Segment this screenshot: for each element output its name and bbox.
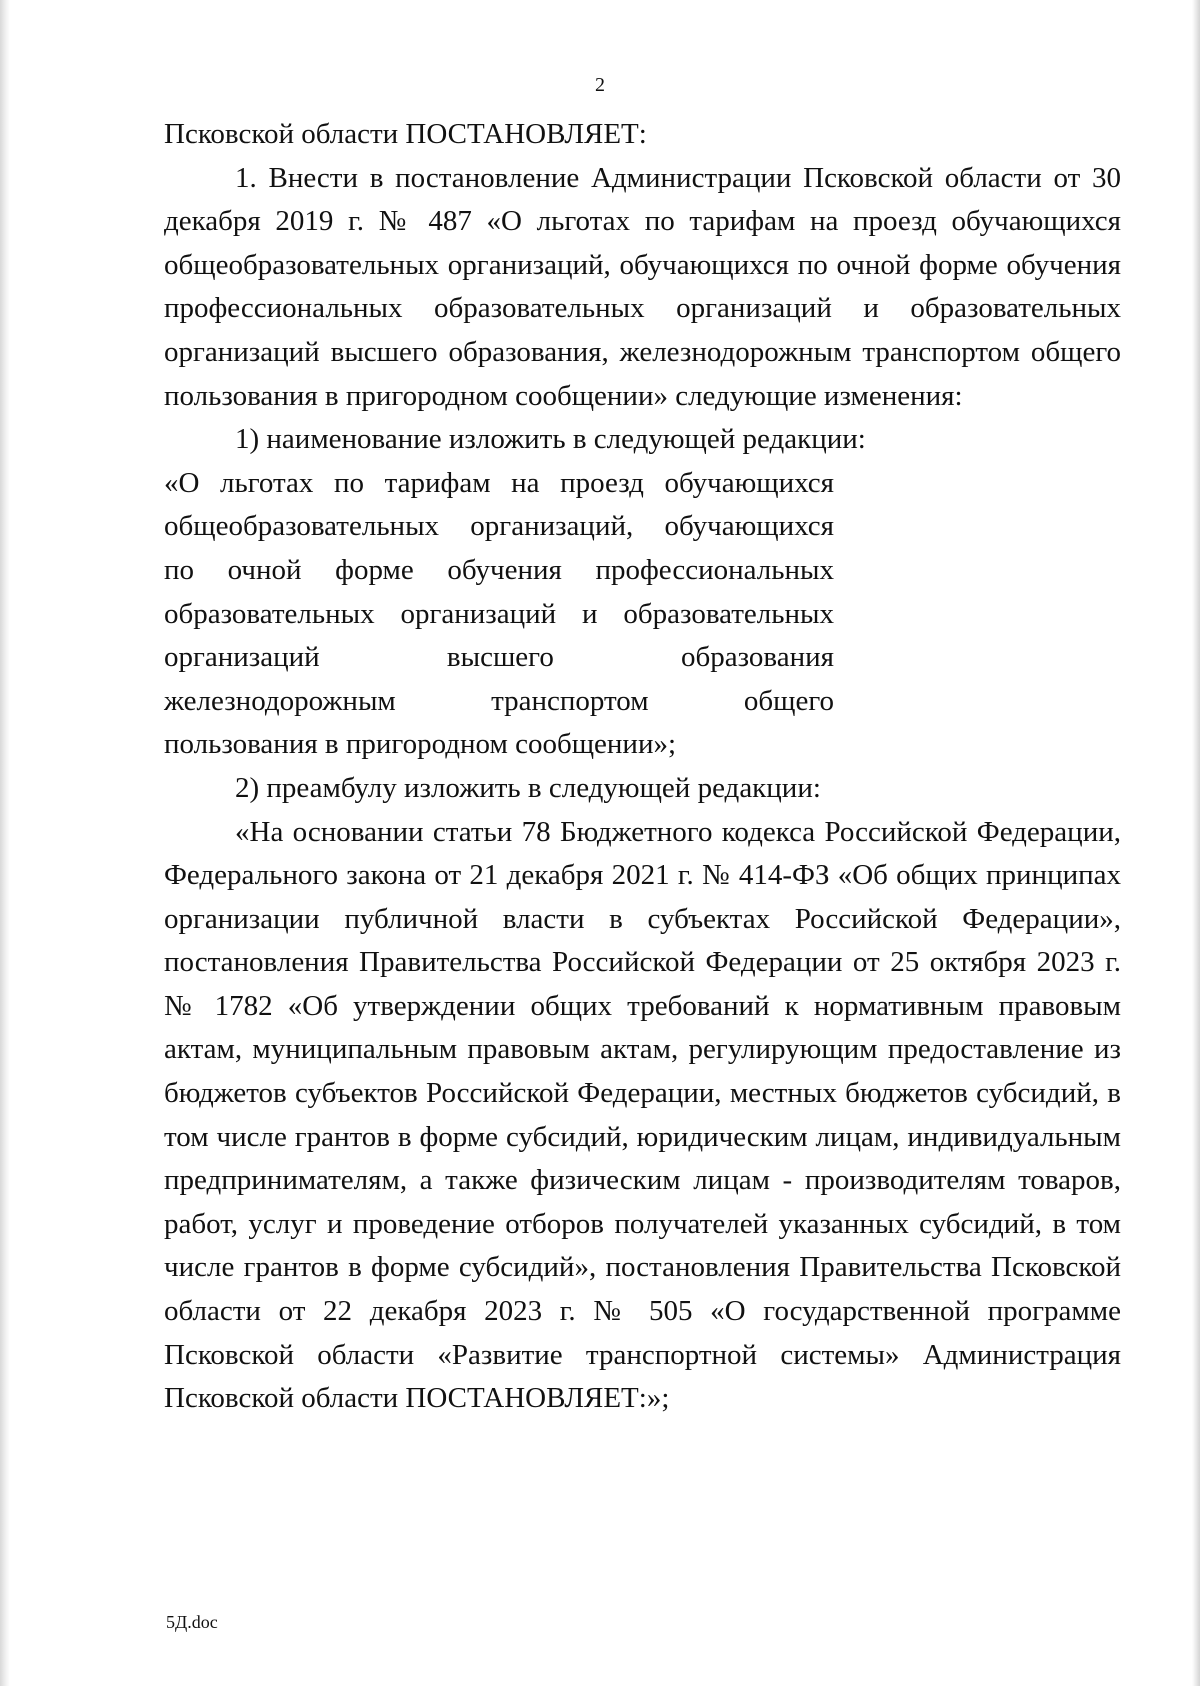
page-number: 2 [595,74,605,96]
new-title-line: «О льготах по тарифам на проезд обучающихся [164,466,834,499]
item-1: 1) наименование изложить в следующей редакции: [235,423,866,456]
new-title-line: по очной форме обучения профессиональных [164,553,834,586]
new-title-line: железнодорожным транспортом общего [164,684,834,717]
footer-filename: 5Д.doc [166,1612,218,1632]
intro-line: Псковской области ПОСТАНОВЛЯЕТ: [164,118,647,150]
scan-edge-left [0,0,10,1686]
preamble: «На основании статьи 78 Бюджетного кодекса Российской Федерации, Федерального закона от 21 декабря 2021 г. № 414-ФЗ «Об общих принципах организации публичной власти в субъектах Российской Федерации», постановления Правительства Российской Федерации от 25 октября 2023 г. № 1782 «Об утверждении общих требований к нормативным правовым актам, муниципальным правовым актам, регулирующим предоставление из бюджетов субъектов Российской Федерации, местных бюджетов субсидий, в том числе грантов в форме субсидий, юридическим лицам, индивидуальным предпринимателям, а также физическим лицам - производителям товаров, работ, услуг и проведение отборов получателей указанных субсидий, в том числе грантов в форме субсидий», постановления Правительства Псковской области от 22 декабря 2023 г. № 505 «О государственной программе Псковской области «Развитие транспортной системы» Администрация Псковской области ПОСТАНОВЛЯЕТ:»; [164,815,1121,1415]
new-title-quote [164,462,834,767]
new-title-line: образовательных организаций и образовательных [164,597,834,630]
paragraph-1: 1. Внести в постановление Администрации Псковской области от 30 декабря 2019 г. № 487 «О льготах по тарифам на проезд обучающихся общеобразовательных организаций, обучающихся по очной форме обучения профессиональных образовательных организаций и образовательных организаций высшего образования, железнодорожным транспортом общего пользования в пригородном сообщении» следующие изменения: [164,161,1121,412]
new-title-line: общеобразовательных организаций, обучающихся [164,510,834,543]
scan-edge-right [1192,0,1200,1686]
item-2: 2) преамбулу изложить в следующей редакции: [235,771,821,804]
new-title-line: организаций высшего образования [164,641,834,674]
new-title-line: пользования в пригородном сообщении»; [164,728,677,761]
document-body [164,113,1121,1421]
